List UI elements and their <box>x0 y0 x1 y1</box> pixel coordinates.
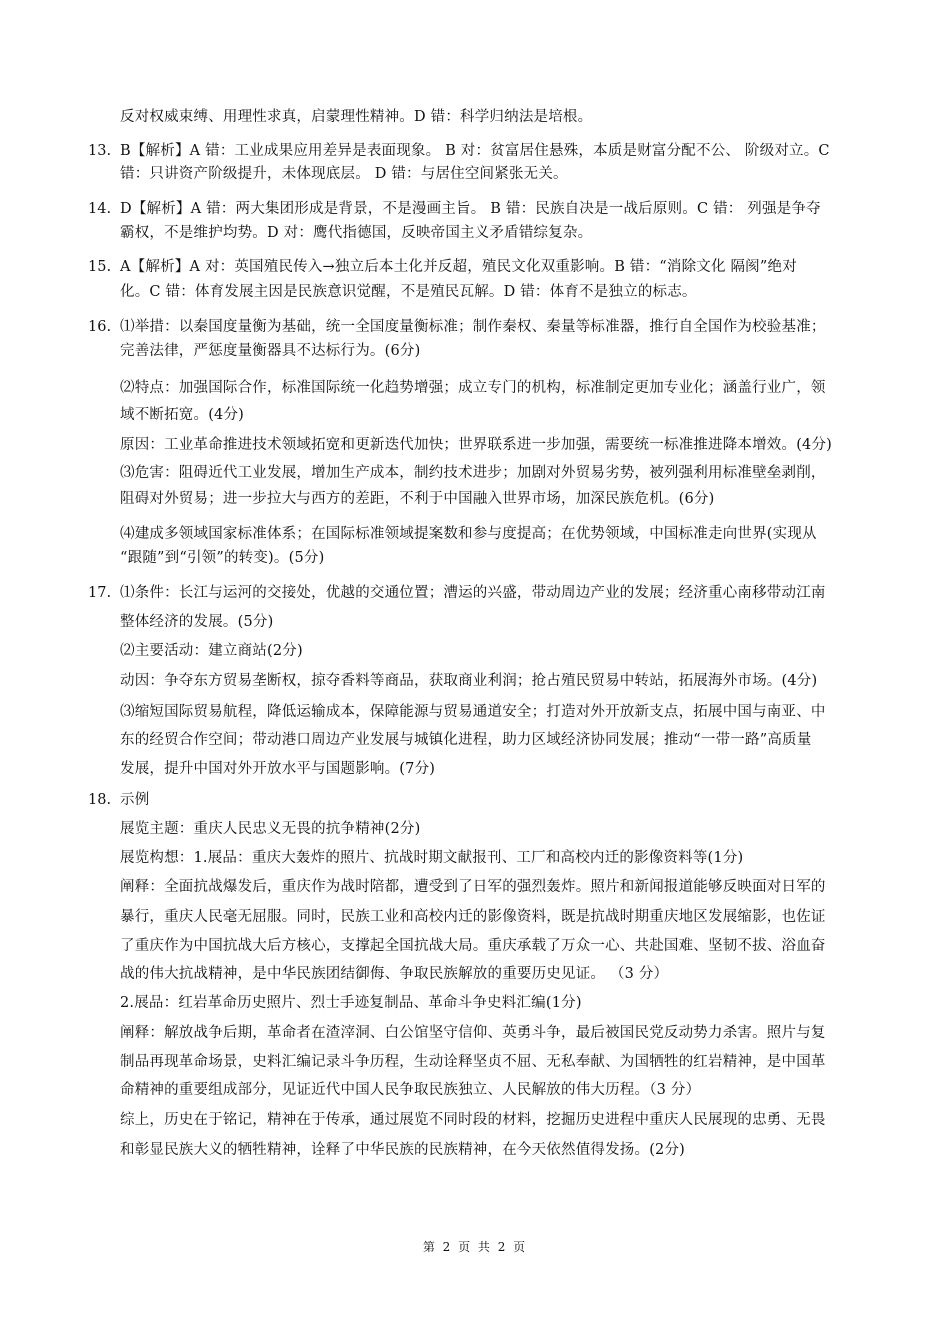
text-line: ⑵特点：加强国际合作，标准国际统一化趋势增强；成立专门的机构，标准制定更加专业化；涵盖行业广，领 <box>120 380 826 396</box>
text-line: ⑴条件：长江与运河的交接处，优越的交通位置；漕运的兴盛，带动周边产业的发展；经济重心南移带动江南 <box>120 585 826 601</box>
question-number-17: 17. <box>88 585 112 601</box>
text-line: 发展，提升中国对外开放水平与国题影响。(7分) <box>120 761 436 777</box>
text-line: 阐释：全面抗战爆发后，重庆作为战时陪都，遭受到了日军的强烈轰炸。照片和新闻报道能够反映面对日军的 <box>120 879 826 895</box>
text-line: A【解析】A 对：英国殖民传入→独立后本土化并反超，殖民文化双重影响。B 错：“消除文化 隔阂”绝对 <box>120 259 797 275</box>
text-line: 整体经济的发展。(5分) <box>120 614 274 630</box>
text-line: “跟随”到“引领”的转变)。(5分) <box>120 550 325 566</box>
text-line: 战的伟大抗战精神，是中华民族团结御侮、争取民族解放的重要历史见证。 （3 分） <box>120 966 669 982</box>
text-line: 展览主题：重庆人民忠义无畏的抗争精神(2分) <box>120 821 421 837</box>
text-line: 霸权，不是维护均势。D 对：鹰代指德国，反映帝国主义矛盾错综复杂。 <box>120 225 593 241</box>
text-line: ⑶危害：阻碍近代工业发展，增加生产成本，制约技术进步；加剧对外贸易劣势，被列强利用标准壁垒剥削， <box>120 465 826 481</box>
text-line: 2.展品：红岩革命历史照片、烈士手迹复制品、革命斗争史料汇编(1分) <box>120 995 582 1011</box>
text-line: 东的经贸合作空间；带动港口周边产业发展与城镇化进程，助力区域经济协同发展；推动“一带一路”高质量 <box>120 732 812 748</box>
page-footer: 第 2 页 共 2 页 <box>422 1240 528 1254</box>
text-line: 反对权威束缚、用理性求真，启蒙理性精神。D 错：科学归纳法是培根。 <box>120 109 593 125</box>
text-line: 完善法律，严惩度量衡器具不达标行为。(6分) <box>120 343 421 359</box>
text-line: 动因：争夺东方贸易垄断权，掠夺香料等商品，获取商业利润；抢占殖民贸易中转站，拓展海外市场。(4分) <box>120 673 818 689</box>
text-line: 了重庆作为中国抗战大后方核心，支撑起全国抗战大局。重庆承载了万众一心、共赴国难、坚韧不拔、浴血奋 <box>120 938 826 954</box>
text-line: 化。C 错：体育发展主因是民族意识觉醒，不是殖民瓦解。D 错：体育不是独立的标志。 <box>120 284 697 300</box>
question-number-16: 16. <box>88 319 112 335</box>
text-line: B【解析】A 错：工业成果应用差异是表面现象。 B 对：贫富居住悬殊，本质是财富分配不公、 阶级对立。C <box>120 143 830 159</box>
text-line: ⑷建成多领域国家标准体系；在国际标准领域提案数和参与度提高；在优势领域，中国标准走向世界(实现从 <box>120 526 817 542</box>
question-number-14: 14. <box>88 201 112 217</box>
text-line: D【解析】A 错：两大集团形成是背景，不是漫画主旨。 B 错：民族自决是一战后原则。C 错： 列强是争夺 <box>120 201 821 217</box>
text-line: ⑴举措：以秦国度量衡为基础，统一全国度量衡标准；制作秦权、秦量等标准器，推行自全国作为校验基准； <box>120 319 826 335</box>
text-line: 域不断拓宽。(4分) <box>120 407 245 423</box>
text-line: 错：只讲资产阶级提升，未体现底层。 D 错：与居住空间紧张无关。 <box>120 166 568 182</box>
text-line: 阐释：解放战争后期，革命者在渣滓洞、白公馆坚守信仰、英勇斗争，最后被国民党反动势力杀害。照片与复 <box>120 1025 826 1041</box>
text-line: 展览构想：1.展品：重庆大轰炸的照片、抗战时期文献报刊、工厂和高校内迁的影像资料等(1分) <box>120 850 744 866</box>
question-number-15: 15. <box>88 259 112 275</box>
text-line: 示例 <box>120 792 150 808</box>
text-line: 综上，历史在于铭记，精神在于传承，通过展览不同时段的材料，挖掘历史进程中重庆人民展现的忠勇、无畏 <box>120 1112 826 1128</box>
text-line: 和彰显民族大义的牺牲精神，诠释了中华民族的民族精神，在今天依然值得发扬。(2分) <box>120 1142 686 1158</box>
question-number-13: 13. <box>88 143 112 159</box>
question-number-18: 18. <box>88 792 112 808</box>
text-line: 命精神的重要组成部分，见证近代中国人民争取民族独立、人民解放的伟大历程。（3 分） <box>120 1082 701 1098</box>
text-line: 制品再现革命场景，史料汇编记录斗争历程，生动诠释坚贞不屈、无私奉献、为国牺牲的红岩精神，是中国革 <box>120 1054 826 1070</box>
text-line: 暴行，重庆人民毫无屈服。同时，民族工业和高校内迁的影像资料，既是抗战时期重庆地区发展缩影，也佐证 <box>120 909 826 925</box>
text-line: 原因：工业革命推进技术领域拓宽和更新迭代加快；世界联系进一步加强，需要统一标准推进降本增效。(4分) <box>120 437 833 453</box>
text-line: 阻碍对外贸易；进一步拉大与西方的差距，不利于中国融入世界市场，加深民族危机。(6分) <box>120 491 715 507</box>
text-line: ⑶缩短国际贸易航程，降低运输成本，保障能源与贸易通道安全；打造对外开放新支点，拓展中国与南亚、中 <box>120 704 826 720</box>
text-line: ⑵主要活动：建立商站(2分) <box>120 643 303 659</box>
